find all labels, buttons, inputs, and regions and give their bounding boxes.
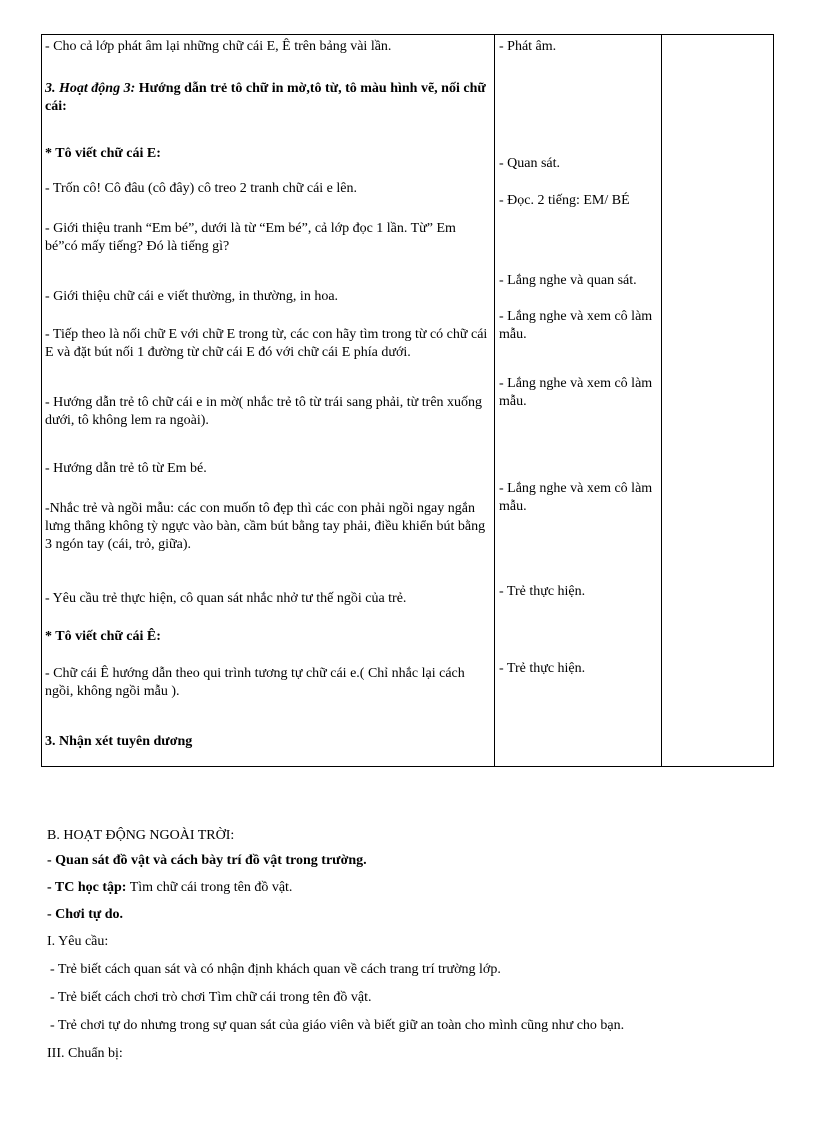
student-activity: - Đọc. 2 tiếng: EM/ BÉ bbox=[499, 193, 630, 208]
outdoor-item-observe: - Quan sát đồ vật và cách bày trí đồ vật trong trường. bbox=[47, 853, 367, 868]
table-row: -Nhắc trẻ và ngồi mẫu: các con muốn tô đẹp thì các con phải ngồi ngay ngắn lưng thẳng không tỳ ngực vào bàn, cầm bút bằng tay phải, điều khiển bút bằng 3 ngón tay (cái, trỏ, giữa). bbox=[45, 501, 486, 552]
table-row: - Giới thiệu tranh “Em bé”, dưới là từ “Em bé”, cả lớp đọc 1 lần. Từ” Em bé”có mấy tiếng? Đó là tiếng gì? bbox=[45, 221, 456, 254]
table-row: - Hướng dẫn trẻ tô chữ cái e in mờ( nhắc trẻ tô từ trái sang phải, từ trên xuống dưới, tô không lem ra ngoài). bbox=[45, 395, 483, 428]
table-row: - Chữ cái Ê hướng dẫn theo qui trình tương tự chữ cái e.( Chỉ nhắc lại cách ngồi, không ngồi mẫu ). bbox=[45, 666, 465, 699]
section-heading-e-circumflex: * Tô viết chữ cái Ê: bbox=[45, 629, 161, 644]
student-activity: - Trẻ thực hiện. bbox=[499, 661, 586, 676]
student-activity: - Quan sát. bbox=[499, 156, 561, 171]
student-activity: - Lắng nghe và xem cô làm mẫu. bbox=[499, 376, 653, 409]
requirement-item: - Trẻ chơi tự do nhưng trong sự quan sát của giáo viên và biết giữ an toàn cho mình cũng như cho bạn. bbox=[50, 1018, 625, 1033]
table-row: - Yêu cầu trẻ thực hiện, cô quan sát nhắc nhở tư thế ngồi của trẻ. bbox=[45, 591, 407, 606]
student-activity: - Lắng nghe và quan sát. bbox=[499, 273, 637, 288]
activity-3-heading bbox=[45, 80, 490, 116]
table-row: - Hướng dẫn trẻ tô từ Em bé. bbox=[45, 461, 207, 476]
student-activity: - Trẻ thực hiện. bbox=[499, 584, 586, 599]
requirements-heading: I. Yêu cầu: bbox=[47, 934, 109, 949]
section-heading-e: * Tô viết chữ cái E: bbox=[45, 146, 161, 161]
student-activity: - Phát âm. bbox=[499, 39, 557, 54]
outdoor-item-game bbox=[47, 879, 292, 897]
requirement-item: - Trẻ biết cách chơi trò chơi Tìm chữ cái trong tên đồ vật. bbox=[50, 990, 372, 1005]
game-text: Tìm chữ cái trong tên đồ vật. bbox=[126, 880, 293, 895]
requirement-item: - Trẻ biết cách quan sát và có nhận định khách quan về cách trang trí trường lớp. bbox=[50, 962, 501, 977]
outdoor-item-free-play: - Chơi tự do. bbox=[47, 907, 124, 922]
activity-3-text: Hướng dẫn trẻ tô chữ in mờ,tô từ, tô màu hình vẽ, nối chữ cái: bbox=[45, 81, 486, 114]
preparation-heading: III. Chuẩn bị: bbox=[47, 1046, 123, 1061]
outdoor-heading: B. HOẠT ĐỘNG NGOÀI TRỜI: bbox=[47, 828, 235, 843]
summary-heading: 3. Nhận xét tuyên dương bbox=[45, 734, 193, 749]
table-row: - Cho cả lớp phát âm lại những chữ cái E, Ê trên bảng vài lần. bbox=[45, 39, 392, 54]
table-row: - Giới thiệu chữ cái e viết thường, in thường, in hoa. bbox=[45, 289, 339, 304]
column-divider-1 bbox=[494, 35, 495, 766]
activity-3-label: 3. Hoạt động 3: bbox=[45, 81, 136, 96]
student-activity: - Lắng nghe và xem cô làm mẫu. bbox=[499, 481, 653, 514]
table-row: - Trốn cô! Cô đâu (cô đây) cô treo 2 tranh chữ cái e lên. bbox=[45, 181, 357, 196]
student-activity: - Lắng nghe và xem cô làm mẫu. bbox=[499, 309, 653, 342]
table-row: - Tiếp theo là nối chữ E với chữ E trong từ, các con hãy tìm trong từ có chữ cái E và đặt bút nối 1 đường từ chữ cái E đó với chữ cái E phía dưới. bbox=[45, 327, 488, 360]
game-label: - TC học tập: bbox=[47, 880, 127, 895]
